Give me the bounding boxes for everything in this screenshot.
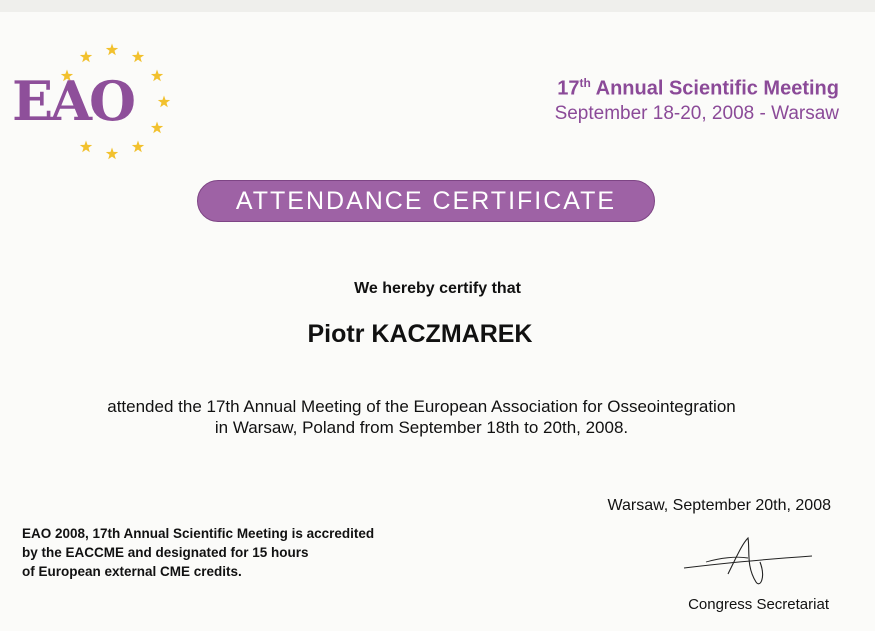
accreditation-line-2: by the EACCME and designated for 15 hours: [22, 545, 309, 560]
star-icon: [80, 141, 92, 153]
attendee-name: Piotr KACZMAREK: [307, 320, 533, 348]
star-icon: [106, 44, 118, 56]
star-icon: [151, 70, 163, 82]
meeting-ordinal-suffix: th: [579, 76, 591, 90]
star-icon: [151, 122, 163, 134]
eao-logo: [8, 36, 178, 166]
meeting-date: September 18-20, 2008 - Warsaw: [554, 103, 839, 124]
signatory-label: Congress Secretariat: [688, 596, 829, 613]
star-icon: [106, 148, 118, 160]
star-icon: [80, 51, 92, 63]
statement-line-2: in Warsaw, Poland from September 18th to 20th, 2008.: [214, 418, 629, 437]
logo-text: EAO: [12, 69, 134, 133]
place-date: Warsaw, September 20th, 2008: [607, 497, 831, 514]
attendance-statement: [0, 396, 843, 438]
star-icon: [132, 51, 144, 63]
meeting-title: [557, 76, 839, 101]
accreditation-line-3: of European external CME credits.: [22, 564, 242, 579]
certificate-banner: [197, 180, 655, 222]
star-icon: [132, 141, 144, 153]
banner-label: ATTENDANCE CERTIFICATE: [235, 186, 617, 215]
accreditation-note: [22, 524, 374, 581]
meeting-title-rest: Annual Scientific Meeting: [590, 77, 839, 100]
certify-intro: We hereby certify that: [354, 280, 521, 297]
signature: [676, 532, 816, 592]
meeting-number: 17: [557, 77, 580, 100]
statement-line-1: attended the 17th Annual Meeting of the European Association for Osseointegration: [107, 397, 736, 416]
star-icon: [158, 96, 170, 108]
scan-edge: [0, 0, 875, 12]
accreditation-line-1: EAO 2008, 17th Annual Scientific Meeting is accredited: [22, 526, 375, 541]
